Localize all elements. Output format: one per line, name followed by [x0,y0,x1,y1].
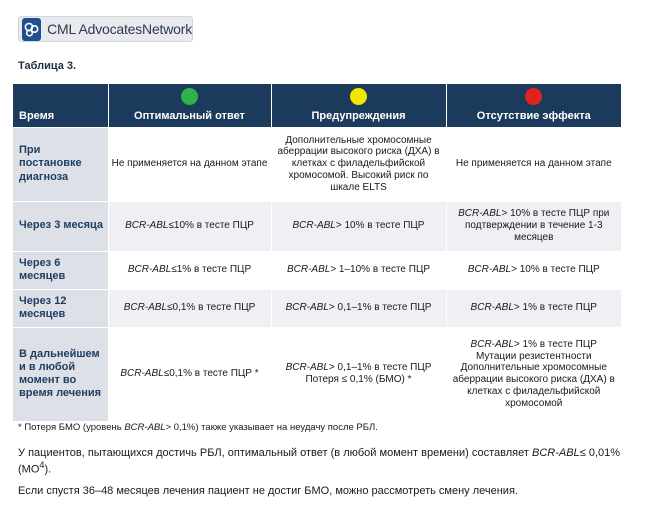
time-cell: Через 3 месяца [13,201,108,251]
header-optimal-label: Оптимальный ответ [134,109,245,122]
warning-cell [271,327,446,421]
logo-text: CML AdvocatesNetwork [47,21,192,37]
table-row-12-months [13,289,621,327]
gene-name: BCR-ABL [125,220,169,232]
header-warning [271,84,446,127]
header-failure-label: Отсутствие эффекта [476,109,591,122]
table-row-later [13,327,621,421]
gene-name: BCR-ABL [285,362,329,374]
cell-text-line2: Потеря ≤ 0,1% (БМО) * [305,374,412,386]
gene-name: BCR-ABL [470,338,514,350]
table-row-diagnosis [13,127,621,201]
warning-cell [271,289,446,327]
paragraph-end: ). [44,463,52,476]
table-footnote [18,422,378,433]
green-status-dot [181,88,198,105]
optimal-cell [108,327,271,421]
gene-name: BCR-ABL [286,264,331,276]
yellow-status-dot [350,88,367,105]
cell-text-line2: Мутации резистентности [475,350,592,362]
footnote-prefix: * Потеря БМО (уровень [18,422,125,433]
time-cell: Через 6 месяцев [13,251,108,289]
cell-text: ≤10% в тесте ПЦР [168,220,254,232]
gene-name: BCR-ABL [285,302,329,314]
cell-text: ≤0,1% в тесте ПЦР [167,302,256,314]
failure-cell: Не применяется на данном этапе [446,127,621,201]
gene-name: BCR-ABL [458,208,502,220]
cell-text: ≤1% в тесте ПЦР [171,264,252,276]
header-time: Время [13,84,108,127]
time-cell: При постановке диагноза [13,127,108,201]
table-row-3-months [13,201,621,251]
gene-name: BCR-ABL [467,264,512,276]
failure-cell [446,251,621,289]
network-circles-icon [22,18,41,41]
gene-name: BCR-ABL [124,422,166,433]
optimal-cell [108,289,271,327]
paragraph-change-treatment: Если спустя 36–48 месяцев лечения пациент не достиг БМО, можно рассмотреть смену лечения. [18,485,518,497]
gene-name: BCR-ABL [120,368,164,380]
paragraph-text: У пациентов, пытающихся достичь РБЛ, оптимальный ответ (в любой момент времени) составляет [18,447,529,459]
warning-cell [271,251,446,289]
cell-text: > 1% в тесте ПЦР [513,338,597,350]
failure-cell [446,201,621,251]
warning-cell [271,201,446,251]
cell-text: > 1–10% в тесте ПЦР [330,264,431,276]
gene-name: BCR-ABL [127,264,172,276]
header-optimal [108,84,271,127]
optimal-cell [108,251,271,289]
gene-name: BCR-ABL [470,302,514,314]
red-status-dot [525,88,542,105]
paragraph-value: ≤ 0,01% (МО [18,447,621,476]
cml-logo [18,16,193,42]
cell-text: > 10% в тесте ПЦР при подтверждении в течение 1-3 месяцев [464,208,610,243]
time-cell: Через 12 месяцев [13,289,108,327]
warning-cell: Дополнительные хромосомные аберрации высокого риска (ДХА) в клетках с филадельфийской хромосомой. Высокий риск по шкале ELTS [271,127,446,201]
table-row-6-months [13,251,621,289]
failure-cell [446,289,621,327]
table-caption: Таблица 3. [18,60,77,72]
cell-text-line3: Дополнительные хромосомные аберрации высокого риска (ДХА) в клетках с филадельфийской хромосомой [452,362,615,409]
cell-text: > 1% в тесте ПЦР [513,302,597,314]
response-table [13,84,621,421]
cell-text: > 10% в тесте ПЦР [335,220,425,232]
cell-text: > 10% в тесте ПЦР [511,264,600,276]
footnote-suffix: > 0,1%) также указывает на неудачу после РБЛ. [165,422,378,433]
header-failure [446,84,621,127]
time-cell: В дальнейшем и в любой момент во время лечения [13,327,108,421]
gene-name: BCR-ABL [292,220,336,232]
failure-cell [446,327,621,421]
table-header-row [13,84,621,127]
gene-name: BCR-ABL [123,302,168,314]
cell-text: > 0,1–1% в тесте ПЦР [328,362,432,374]
cell-text: > 0,1–1% в тесте ПЦР [328,302,432,314]
paragraph-optimal-response [18,446,620,477]
superscript: 4 [39,460,45,471]
optimal-cell: Не применяется на данном этапе [108,127,271,201]
header-warning-label: Предупреждения [311,109,406,122]
gene-name: BCR-ABL [532,447,580,459]
optimal-cell [108,201,271,251]
cell-text: ≤0,1% в тесте ПЦР * [163,368,259,380]
